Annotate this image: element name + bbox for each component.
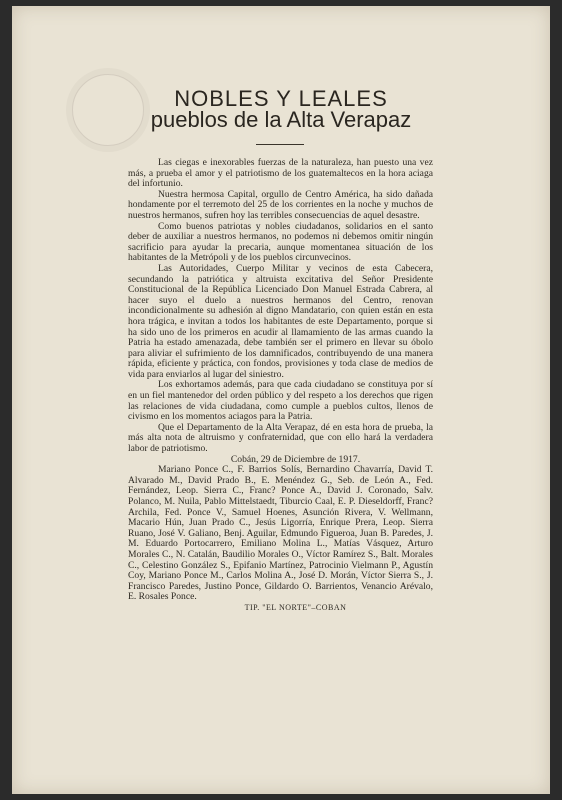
paragraph: Nuestra hermosa Capital, orgullo de Centro América, ha sido dañada hondamente por el terremoto del 25 de los corrientes en la noche y muchos de nuestros hermanos, sufren hoy las terribles consecuencias de aquel desastre. <box>128 188 433 221</box>
paragraph: Que el Departamento de la Alta Verapaz, dé en esta hora de prueba, la más alta nota de altruismo y confraternidad, que con ello hará la verdadera labor de patriotismo. <box>128 421 433 455</box>
document-subtitle: pueblos de la Alta Verapaz <box>150 107 412 132</box>
document-title: NOBLES Y LEALES <box>174 86 388 111</box>
paragraph: Las ciegas e inexorables fuerzas de la naturaleza, han puesto una vez más, a prueba el amor y el patriotismo de los guatemaltecos en la hora aciaga del infortunio. <box>128 157 433 190</box>
document-body <box>128 158 433 614</box>
paragraph: Los exhortamos además, para que cada ciudadano se constituya por sí en un fiel mantenedor del orden público y del respeto a los derechos que rigen las relaciones de vida ciudadana, como cumple a pueblos cultos, llenos de civismo en los momentos aciagos para la Patria. <box>128 379 433 423</box>
printer-imprint: TIP. "EL NORTE"–COBAN <box>244 602 347 612</box>
title-divider <box>256 144 304 145</box>
paragraph: Las Autoridades, Cuerpo Militar y vecinos de esta Cabecera, secundando la patriótica y altruista excitativa del Señor Presidente Constitucional de la República Licenciado Don Manuel Estrada Cabrera, al hacer suyo el duelo a nuestros hermanos del Centro, renovan incondicionalmente su adhesión al digno Mandatario, con quien están en esta hora trágica, e invitan a todos los habitantes de este Departamento, porque si ha sido uno de los primeros en acudir al llamamiento de las armas cuando la Patria ha estado amenazada, debe también ser el primero en llevar su óbolo para aliviar el sufrimiento de los damnificados, contribuyendo de una manera rápida, eficiente y práctica, con fondos, provisiones y toda clase de medios de vida para enviarlos al lugar del siniestro. <box>128 262 433 380</box>
document-sheet <box>12 6 550 794</box>
document-date: Cobán, 29 de Diciembre de 1917. <box>230 453 361 465</box>
paragraph: Como buenos patriotas y nobles ciudadanos, solidarios en el santo deber de auxiliar a nuestros hermanos, no podemos ni debemos omitir ningún sacrificio para ayudar la precaria, aunque momentanea situación de los habitantes de la Metrópoli y de los pueblos circunvecinos. <box>128 220 433 264</box>
signers-list: Mariano Ponce C., F. Barrios Solís, Bernardino Chavarría, David T. Alvarado M., David Prado B., E. Menéndez G., Seb. de León A., Fed. Fernández, Leop. Sierra C., Franc? Ponce A., David J. Coronado, Salv. Polanco, M. Nuila, Pablo Mittelstaedt, Tiburcio Caal, E. P. Dieseldorff, Franc? Archila, Fed. Ponce V., Samuel Hoenes, Asunción Rivera, V. Wellmann, Macario Hún, Juan Prado C., Jesús Ligorría, Enrique Prera, Leop. Sierra Ruano, José V. Galiano, Benj. Aguilar, Edmundo Figueroa, Juan B. Paredes, J. M. Eduardo Portocarrero, Emiliano Molina L., Matías Vásquez, Arturo Morales C., N. Catalán, Baudilio Morales O., Víctor Ramírez S., Balt. Morales C., Celestino González S., Epifanio Martínez, Patrocinio Vielmann P., Agustín Coy, Mariano Ponce M., Carlos Molina A., José D. Morán, Víctor Sierra S., J. Francisco Paredes, Justino Ponce, Gildardo O. Barrientos, Venancio Arévalo, E. Rosales Ponce. <box>128 464 433 603</box>
